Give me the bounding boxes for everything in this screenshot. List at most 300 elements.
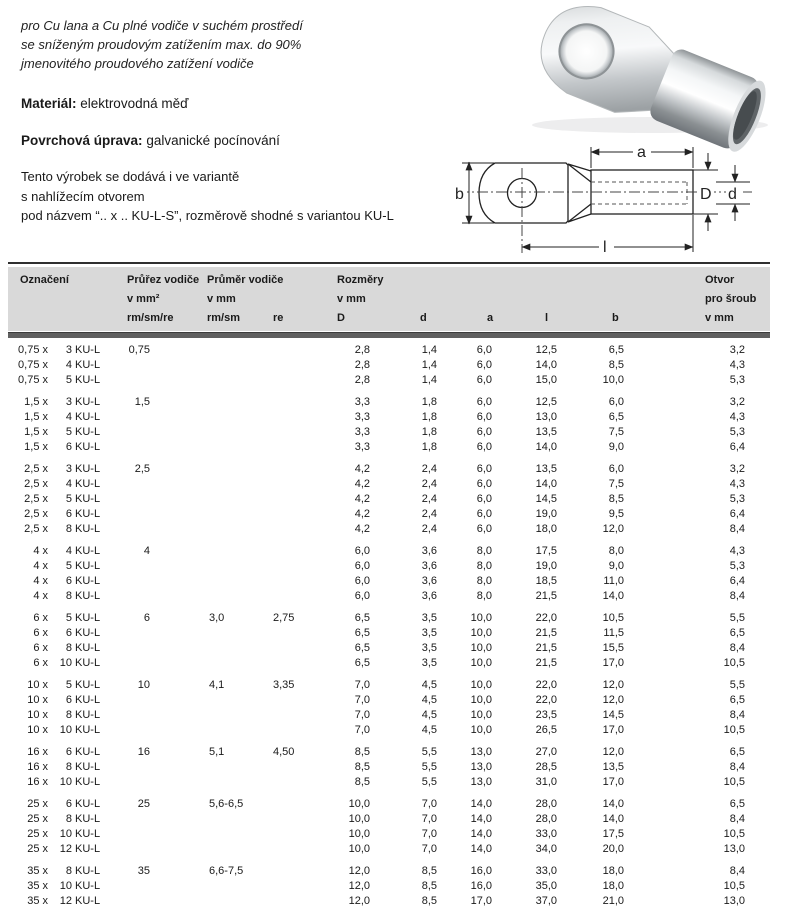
designation-suffix: KU-L <box>75 880 101 892</box>
screw-hole-value: 4,3 <box>729 545 745 557</box>
designation-number: 10 <box>59 724 72 736</box>
product-photo <box>505 0 788 135</box>
designation-suffix: KU-L <box>75 612 101 624</box>
cross-section <box>117 574 150 589</box>
dim-b-value: 12,0 <box>602 523 624 535</box>
diameter-re <box>245 507 305 522</box>
dim-D-value: 3,3 <box>354 411 370 423</box>
designation-suffix: KU-L <box>75 865 101 877</box>
col-header-prurez: Průřez vodiče <box>127 274 200 286</box>
dim-l-value: 18,5 <box>535 575 557 587</box>
screw-hole-value: 8,4 <box>729 865 745 877</box>
dim-b-value: 14,0 <box>602 813 624 825</box>
screw-hole-value: 8,4 <box>729 523 745 535</box>
dim-l-value: 31,0 <box>535 776 557 788</box>
diameter-rm-sm <box>150 879 245 894</box>
diameter-rm-sm <box>150 492 245 507</box>
diameter-rm-sm <box>150 842 245 857</box>
cross-section <box>117 879 150 894</box>
diameter-rm-sm <box>150 574 245 589</box>
dim-a-value: 13,0 <box>470 776 492 788</box>
diameter-re <box>245 522 305 537</box>
dim-D-value: 10,0 <box>348 843 370 855</box>
dim-l-value: 21,5 <box>535 627 557 639</box>
dim-a-value: 13,0 <box>470 746 492 758</box>
dim-label-d: d <box>728 186 737 203</box>
dim-b-value: 7,5 <box>608 426 624 438</box>
diameter-rm-sm: 4,1 <box>209 679 225 691</box>
screw-hole-value: 10,5 <box>723 657 745 669</box>
dim-D-value: 4,2 <box>354 478 370 490</box>
dim-a-value: 6,0 <box>476 441 492 453</box>
cross-section <box>117 589 150 604</box>
table-group <box>8 864 770 909</box>
dim-d-value: 2,4 <box>421 508 437 520</box>
table-divider-bar <box>8 332 770 338</box>
table-group <box>8 797 770 857</box>
screw-hole-value: 8,4 <box>729 642 745 654</box>
designation-number: 12 <box>59 843 72 855</box>
diameter-re <box>245 492 305 507</box>
designation-size: 2,5 x <box>24 523 48 535</box>
designation-suffix: KU-L <box>75 843 101 855</box>
diameter-rm-sm <box>150 589 245 604</box>
dim-l-value: 22,0 <box>535 612 557 624</box>
diameter-rm-sm <box>150 626 245 641</box>
designation-number: 6 <box>65 508 72 520</box>
dim-d-value: 2,4 <box>421 493 437 505</box>
dim-label-a: a <box>637 144 646 161</box>
dim-b-value: 14,0 <box>602 590 624 602</box>
variant-line-2: s nahlížecím otvorem <box>21 188 145 204</box>
screw-hole-value: 10,5 <box>723 776 745 788</box>
variant-text <box>21 167 394 226</box>
dim-d-value: 5,5 <box>421 746 437 758</box>
dim-b-value: 21,0 <box>602 895 624 907</box>
dim-D-value: 2,8 <box>354 359 370 371</box>
designation-suffix: KU-L <box>75 895 101 907</box>
diameter-re <box>245 544 305 559</box>
cross-section <box>117 440 150 455</box>
diameter-re <box>245 626 305 641</box>
designation-suffix: KU-L <box>75 344 101 356</box>
designation-size: 6 x <box>33 612 48 624</box>
screw-hole-value: 5,3 <box>729 560 745 572</box>
table-row <box>8 559 770 574</box>
dim-d-value: 8,5 <box>421 865 437 877</box>
dim-d-value: 3,6 <box>421 560 437 572</box>
col-header-dim-D: D <box>337 312 345 324</box>
dim-d-value: 7,0 <box>421 798 437 810</box>
designation-size: 4 x <box>33 575 48 587</box>
dim-a-value: 10,0 <box>470 709 492 721</box>
dim-D-value: 6,5 <box>354 657 370 669</box>
screw-hole-value: 8,4 <box>729 590 745 602</box>
dim-d-value: 8,5 <box>421 895 437 907</box>
dimension-labels <box>453 144 740 256</box>
table-group <box>8 544 770 604</box>
dim-D-value: 4,2 <box>354 523 370 535</box>
table-row <box>8 574 770 589</box>
designation-suffix: KU-L <box>75 709 101 721</box>
dim-d-value: 2,4 <box>421 478 437 490</box>
designation-number: 10 <box>59 776 72 788</box>
diameter-re <box>245 842 305 857</box>
cross-section <box>117 425 150 440</box>
dim-l-value: 19,0 <box>535 508 557 520</box>
table-group <box>8 678 770 738</box>
intro-line-3: jmenovitého proudového zatížení vodiče <box>21 56 254 71</box>
diameter-rm-sm <box>150 641 245 656</box>
dim-l-value: 14,0 <box>535 441 557 453</box>
diameter-rm-sm <box>150 544 245 559</box>
dim-l-value: 34,0 <box>535 843 557 855</box>
designation-size: 0,75 x <box>18 359 48 371</box>
table-row <box>8 626 770 641</box>
dim-D-value: 2,8 <box>354 374 370 386</box>
designation-suffix: KU-L <box>75 493 101 505</box>
dim-b-value: 7,5 <box>608 478 624 490</box>
designation-size: 4 x <box>33 545 48 557</box>
table-row <box>8 410 770 425</box>
designation-number: 8 <box>65 642 72 654</box>
diameter-re <box>245 641 305 656</box>
designation-size: 25 x <box>27 828 48 840</box>
dim-d-value: 7,0 <box>421 813 437 825</box>
designation-size: 6 x <box>33 657 48 669</box>
cross-section: 6 <box>143 612 150 624</box>
dim-b-value: 17,0 <box>602 657 624 669</box>
diameter-rm-sm <box>150 373 245 388</box>
designation-number: 8 <box>65 813 72 825</box>
designation-number: 3 <box>65 344 72 356</box>
designation-size: 35 x <box>27 865 48 877</box>
screw-hole-value: 8,4 <box>729 709 745 721</box>
col-header-otvor-sub: pro šroub <box>705 293 757 305</box>
dim-D-value: 3,3 <box>354 426 370 438</box>
diameter-rm-sm <box>150 723 245 738</box>
designation-number: 5 <box>65 426 72 438</box>
surface-value: galvanické pocínování <box>146 133 280 148</box>
diameter-rm-sm <box>150 477 245 492</box>
table-group <box>8 395 770 455</box>
dim-label-D: D <box>700 186 712 203</box>
dim-D-value: 12,0 <box>348 895 370 907</box>
table-row <box>8 425 770 440</box>
dim-d-value: 7,0 <box>421 828 437 840</box>
diameter-rm-sm <box>150 827 245 842</box>
cross-section <box>117 812 150 827</box>
cross-section <box>117 656 150 671</box>
dim-b-value: 6,5 <box>608 411 624 423</box>
dim-d-value: 1,8 <box>421 396 437 408</box>
dim-d-value: 1,8 <box>421 411 437 423</box>
dim-D-value: 6,5 <box>354 642 370 654</box>
dim-a-value: 10,0 <box>470 724 492 736</box>
designation-suffix: KU-L <box>75 523 101 535</box>
dim-a-value: 6,0 <box>476 523 492 535</box>
diameter-rm-sm <box>150 775 245 790</box>
dim-a-value: 6,0 <box>476 463 492 475</box>
table-row <box>8 477 770 492</box>
dim-l-value: 33,0 <box>535 865 557 877</box>
dim-b-value: 14,0 <box>602 798 624 810</box>
cross-section <box>117 723 150 738</box>
table-row <box>8 611 770 626</box>
dim-label-b: b <box>455 186 464 203</box>
dim-d-value: 3,5 <box>421 627 437 639</box>
dim-b-value: 10,0 <box>602 374 624 386</box>
designation-suffix: KU-L <box>75 813 101 825</box>
designation-suffix: KU-L <box>75 724 101 736</box>
col-header-dim-l: l <box>545 312 549 324</box>
dim-b-value: 9,0 <box>608 560 624 572</box>
variant-line-1: Tento výrobek se dodává i ve variantě <box>21 169 240 184</box>
diameter-rm-sm <box>150 559 245 574</box>
screw-hole-value: 3,2 <box>729 344 745 356</box>
dim-l-value: 17,5 <box>535 545 557 557</box>
dim-a-value: 8,0 <box>476 560 492 572</box>
cross-section: 2,5 <box>134 463 150 475</box>
designation-number: 8 <box>65 709 72 721</box>
dim-D-value: 6,5 <box>354 627 370 639</box>
diameter-re <box>245 373 305 388</box>
diameter-re <box>245 440 305 455</box>
diameter-re <box>245 760 305 775</box>
dim-b-value: 17,5 <box>602 828 624 840</box>
designation-suffix: KU-L <box>75 627 101 639</box>
dim-a-value: 14,0 <box>470 843 492 855</box>
designation-suffix: KU-L <box>75 545 101 557</box>
table-row <box>8 864 770 879</box>
dim-l-value: 14,5 <box>535 493 557 505</box>
diameter-re <box>245 343 305 358</box>
designation-suffix: KU-L <box>75 560 101 572</box>
diameter-rm-sm <box>150 395 245 410</box>
designation-size: 16 x <box>27 761 48 773</box>
designation-suffix: KU-L <box>75 508 101 520</box>
dim-a-value: 6,0 <box>476 359 492 371</box>
dim-d-value: 2,4 <box>421 523 437 535</box>
dim-b-value: 8,5 <box>608 359 624 371</box>
dim-l-value: 13,0 <box>535 411 557 423</box>
table-group <box>8 462 770 537</box>
diameter-re <box>245 477 305 492</box>
designation-suffix: KU-L <box>75 761 101 773</box>
diameter-re: 2,75 <box>273 612 295 624</box>
dim-a-value: 14,0 <box>470 813 492 825</box>
dim-d-value: 3,6 <box>421 575 437 587</box>
screw-hole-value: 6,4 <box>729 508 745 520</box>
col-header-otvor: Otvor <box>705 274 735 286</box>
designation-number: 5 <box>65 374 72 386</box>
dim-d-value: 4,5 <box>421 679 437 691</box>
dim-a-value: 10,0 <box>470 642 492 654</box>
diameter-rm-sm: 5,6-6,5 <box>209 798 244 810</box>
designation-suffix: KU-L <box>75 463 101 475</box>
dim-l-value: 15,0 <box>535 374 557 386</box>
diameter-rm-sm: 6,6-7,5 <box>209 865 244 877</box>
dim-a-value: 10,0 <box>470 627 492 639</box>
designation-size: 2,5 x <box>24 508 48 520</box>
screw-hole-value: 10,5 <box>723 880 745 892</box>
table-body <box>8 343 770 909</box>
diameter-re <box>245 462 305 477</box>
designation-number: 5 <box>65 560 72 572</box>
cross-section <box>117 626 150 641</box>
intro-line-1: pro Cu lana a Cu plné vodiče v suchém prostředí <box>21 18 303 33</box>
designation-suffix: KU-L <box>75 776 101 788</box>
screw-hole-value: 8,4 <box>729 761 745 773</box>
cross-section <box>117 760 150 775</box>
intro-text <box>21 16 303 73</box>
designation-number: 10 <box>59 880 72 892</box>
dim-a-value: 10,0 <box>470 679 492 691</box>
designation-size: 16 x <box>27 776 48 788</box>
dim-d-value: 1,4 <box>421 344 437 356</box>
dim-b-value: 9,5 <box>608 508 624 520</box>
diameter-re <box>245 559 305 574</box>
designation-size: 0,75 x <box>18 344 48 356</box>
dim-D-value: 4,2 <box>354 493 370 505</box>
col-header-rozmery-unit: v mm <box>337 293 366 305</box>
table-row <box>8 358 770 373</box>
variant-line-3: pod názvem “.. x .. KU-L-S”, rozměrově shodné s variantou KU-L <box>21 208 394 223</box>
table-row <box>8 656 770 671</box>
dim-a-value: 6,0 <box>476 426 492 438</box>
dimension-diagram <box>450 138 760 262</box>
dim-b-value: 10,5 <box>602 612 624 624</box>
screw-hole-value: 5,3 <box>729 493 745 505</box>
designation-size: 2,5 x <box>24 463 48 475</box>
cross-section <box>117 507 150 522</box>
diameter-re <box>245 879 305 894</box>
designation-number: 6 <box>65 746 72 758</box>
table-row <box>8 440 770 455</box>
designation-number: 5 <box>65 679 72 691</box>
dim-l-value: 13,5 <box>535 426 557 438</box>
diameter-rm-sm <box>150 812 245 827</box>
designation-suffix: KU-L <box>75 694 101 706</box>
diameter-rm-sm <box>150 425 245 440</box>
cross-section <box>117 693 150 708</box>
dim-D-value: 12,0 <box>348 880 370 892</box>
designation-number: 8 <box>65 523 72 535</box>
table-row <box>8 522 770 537</box>
col-header-dim-a: a <box>487 312 494 324</box>
table-row <box>8 693 770 708</box>
dim-b-value: 12,0 <box>602 679 624 691</box>
screw-hole-value: 6,5 <box>729 746 745 758</box>
designation-size: 4 x <box>33 560 48 572</box>
table-row <box>8 708 770 723</box>
col-header-rozmery: Rozměry <box>337 274 384 286</box>
diameter-rm-sm <box>150 693 245 708</box>
dim-b-value: 12,0 <box>602 694 624 706</box>
dim-D-value: 4,2 <box>354 463 370 475</box>
diameter-rm-sm: 3,0 <box>209 612 225 624</box>
designation-number: 6 <box>65 627 72 639</box>
dim-b-value: 6,5 <box>608 344 624 356</box>
intro-line-2: se sníženým proudovým zatížením max. do 90% <box>21 37 302 52</box>
dim-b-value: 11,5 <box>603 627 624 639</box>
table-row <box>8 775 770 790</box>
dim-d-value: 3,6 <box>421 590 437 602</box>
dim-a-value: 6,0 <box>476 478 492 490</box>
dim-a-value: 16,0 <box>470 865 492 877</box>
dim-d-value: 1,4 <box>421 374 437 386</box>
designation-suffix: KU-L <box>75 478 101 490</box>
spec-table <box>8 262 770 909</box>
dim-a-value: 10,0 <box>470 657 492 669</box>
designation-size: 0,75 x <box>18 374 48 386</box>
cross-section: 1,5 <box>134 396 150 408</box>
diameter-re <box>245 693 305 708</box>
screw-hole-value: 3,2 <box>729 463 745 475</box>
dim-b-value: 6,0 <box>608 463 624 475</box>
dim-D-value: 4,2 <box>354 508 370 520</box>
dim-d-value: 3,6 <box>421 545 437 557</box>
table-row <box>8 641 770 656</box>
dim-l-value: 18,0 <box>535 523 557 535</box>
dim-D-value: 10,0 <box>348 828 370 840</box>
designation-number: 4 <box>65 545 72 557</box>
table-row <box>8 723 770 738</box>
dim-D-value: 6,0 <box>354 560 370 572</box>
dim-d-value: 2,4 <box>421 463 437 475</box>
designation-suffix: KU-L <box>75 679 101 691</box>
designation-size: 35 x <box>27 880 48 892</box>
dim-l-value: 14,0 <box>535 359 557 371</box>
table-group <box>8 745 770 790</box>
dim-D-value: 7,0 <box>354 724 370 736</box>
col-header-oznaceni: Označení <box>20 274 69 286</box>
dim-D-value: 10,0 <box>348 798 370 810</box>
diameter-re <box>245 589 305 604</box>
dim-D-value: 3,3 <box>354 396 370 408</box>
cross-section <box>117 708 150 723</box>
dim-l-value: 27,0 <box>535 746 557 758</box>
screw-hole-value: 10,5 <box>723 828 745 840</box>
designation-size: 4 x <box>33 590 48 602</box>
designation-suffix: KU-L <box>75 441 101 453</box>
col-header-prurez-type: rm/sm/re <box>127 312 174 324</box>
dim-b-value: 8,0 <box>608 545 624 557</box>
diameter-re <box>245 656 305 671</box>
designation-size: 1,5 x <box>24 396 48 408</box>
table-row <box>8 760 770 775</box>
designation-suffix: KU-L <box>75 642 101 654</box>
dim-a-value: 16,0 <box>470 880 492 892</box>
screw-hole-value: 8,4 <box>729 813 745 825</box>
dim-d-value: 4,5 <box>421 694 437 706</box>
cross-section: 25 <box>137 798 150 810</box>
cross-section <box>117 358 150 373</box>
table-row <box>8 589 770 604</box>
screw-hole-value: 13,0 <box>723 843 745 855</box>
designation-suffix: KU-L <box>75 590 101 602</box>
dim-D-value: 6,0 <box>354 575 370 587</box>
dim-d-value: 1,8 <box>421 426 437 438</box>
screw-hole-value: 4,3 <box>729 478 745 490</box>
diameter-re <box>245 425 305 440</box>
diameter-rm-sm <box>150 358 245 373</box>
designation-number: 4 <box>65 411 72 423</box>
cross-section: 35 <box>137 865 150 877</box>
diameter-rm-sm <box>150 708 245 723</box>
designation-number: 6 <box>65 441 72 453</box>
screw-hole-value: 5,5 <box>729 612 745 624</box>
